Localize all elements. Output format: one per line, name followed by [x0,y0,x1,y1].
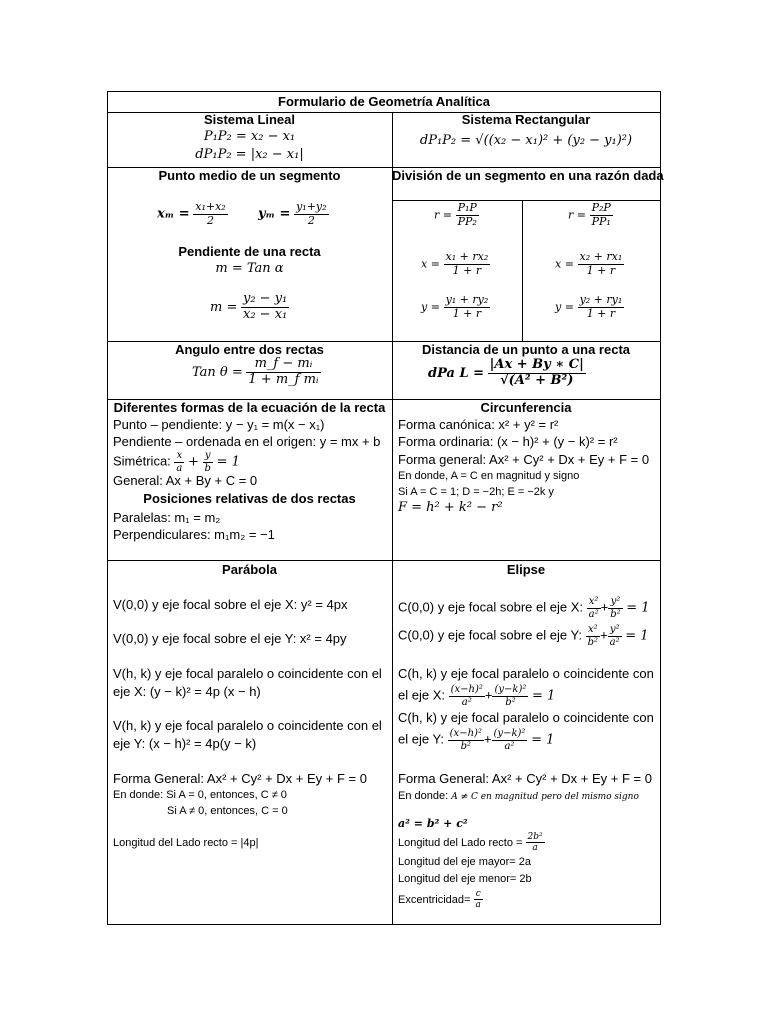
lineal-formula-2: dP₁P₂ = |x₂ − x₁| [195,147,304,162]
angulo-formula [192,357,321,388]
frac-num: (y−k)² [494,684,527,695]
parabola-line-1: V(0,0) y eje focal sobre el eje X: y² = 4px [113,597,348,612]
division-left-r [434,202,479,228]
forma-ordinaria: Forma ordinaria: (x − h)² + (y − k)² = r² [398,434,618,449]
r-num: P₁P [457,201,477,214]
frac-num: 2b² [527,832,543,842]
page-title: Formulario de Geometría Analítica [278,94,490,109]
division-right-x [555,251,624,277]
en-donde: En donde, A = C en magnitud y signo [398,470,580,482]
perpendiculares: Perpendiculares: m₁m₂ = −1 [113,527,275,542]
frac-num: (x−h)² [449,728,482,739]
frac-den: a² [504,740,515,752]
frac-num: y [203,450,213,463]
elipse-l4b-text: el eje Y: [398,731,445,747]
equals-one: = 1 [532,688,556,704]
frac-den: a [475,900,481,911]
ym-formula [258,201,329,227]
frac-den: b² [587,636,599,648]
xm-lhs: xₘ = [157,206,190,222]
frac-den: a [532,843,538,854]
xm-num: x₁+x₂ [195,200,226,213]
elipse-heading: Elipse [506,562,546,577]
y-lhs: y = [555,300,574,314]
lineal-heading: Sistema Lineal [203,112,296,127]
parabola-forma-general: Forma General: Ax² + Cy² + Dx + Ey + F = 0 [113,771,367,786]
frac-num: x² [587,596,601,609]
distancia-heading: Distancia de un punto a una recta [421,342,631,357]
parabola-line-4a: V(h, k) y eje focal paralelo o coincidente con el [113,718,382,733]
plus: + [188,454,199,470]
division-right-r [568,202,613,228]
excentricidad [398,889,483,911]
formas-heading: Diferentes formas de la ecuación de la recta [113,400,386,415]
pendiente-formula-1: m = Tan α [215,261,284,276]
distancia-formula [428,358,586,389]
posiciones-heading: Posiciones relativas de dos rectas [143,491,356,506]
frac-den: a² [609,636,620,648]
si-a-igual-c: Si A = C = 1; D = −2h; E = −2k y [398,486,554,498]
pendiente-lhs: m = [210,299,238,315]
eje-mayor: Longitud del eje mayor= 2a [398,856,532,868]
angulo-lhs: Tan θ = [192,364,243,380]
elipse-l2-text: C(0,0) y eje focal sobre el eje Y: [398,627,583,643]
row-divider [392,200,660,201]
r-den: PP₂ [457,214,477,228]
excentricidad-label: Excentricidad= [398,893,471,906]
elipse-line-4b: el eje Y: $\frac{\text{(x−h)²}}{\text{b²}}$ + $\frac{\text{(y−k)²}}{\text{a²}}$ = 1 [398,728,555,752]
frac-num: y² [608,624,622,637]
pendiente-ordenada: Pendiente – ordenada en el origen: y = mx + b [113,434,381,449]
x-num: x₂ + rx₁ [579,250,623,263]
pendiente-num: y₂ − y₁ [242,291,288,306]
forma-canonica: Forma canónica: x² + y² = r² [398,417,559,432]
r-num: P₂P [591,201,611,214]
elipse-line-3a: C(h, k) y eje focal paralelo o coincidente con [398,666,654,681]
r-den: PP₁ [591,214,611,228]
angulo-den: 1 + m_f mᵢ [248,371,319,387]
y-num: y₁ + ry₂ [445,293,489,306]
elipse-line-1: C(0,0) y eje focal sobre el eje X: $\frac{\text{x²}}{\text{a²}}$ + $\frac{\text{y²}}{\text{b²}}$ = 1 [398,596,650,620]
frac-den: b² [505,696,516,708]
parabola-heading: Parábola [222,562,277,577]
eje-menor: Longitud del eje menor= 2b [398,873,532,885]
x-den: 1 + r [452,263,482,277]
frac-num: x [174,450,184,463]
xm-formula [157,201,228,227]
frac-den: a² [588,608,599,620]
angulo-heading: Angulo entre dos rectas [175,342,324,357]
y-lhs: y = [421,300,440,314]
circunferencia-heading: Circunferencia [480,400,572,415]
division-heading: División de un segmento en una razón dada [392,168,664,183]
x-num: x₁ + rx₂ [445,250,489,263]
x-den: 1 + r [586,263,616,277]
xm-den: 2 [206,213,214,227]
column-divider [392,112,393,924]
elipse-lado-recto [398,832,545,854]
rectangular-formula: dP₁P₂ = √((x₂ − x₁)² + (y₂ − y₁)²) [419,133,633,148]
row-divider [108,560,660,561]
frac-num: (x−h)² [450,684,483,695]
elipse-l3b-text: el eje X: [398,687,445,703]
division-right-y [555,294,624,320]
f-formula: F = h² + k² − r² [398,500,503,515]
parabola-si-a: Si A ≠ 0, entonces, C = 0 [167,805,288,817]
frac-den: a² [461,696,472,708]
r-lhs: r = [434,208,452,222]
parabola-line-2: V(0,0) y eje focal sobre el eje Y: x² = 4py [113,631,347,646]
y-num: y₂ + ry₁ [579,293,623,306]
elipse-en-donde [398,790,639,803]
frac-den: b² [610,608,621,620]
x-lhs: x = [555,257,574,271]
en-donde-detail: A ≠ C en magnitud pero del mismo signo [451,792,639,802]
ym-den: 2 [307,213,315,227]
equals-one: = 1 [626,600,650,616]
general-form: General: Ax + By + C = 0 [113,473,258,488]
distancia-den: √(A² + B²) [500,372,574,388]
equals-one: = 1 [625,628,649,644]
frac-den: b² [460,740,471,752]
pendiente-formula-2 [210,292,289,323]
parabola-line-3a: V(h, k) y eje focal paralelo o coincidente con el [113,666,382,681]
lineal-formula-1: P₁P₂ = x₂ − x₁ [203,129,296,144]
punto-medio-heading: Punto medio de un segmento [158,168,341,183]
en-donde-label: En donde: [398,790,449,802]
elipse-relacion: a² = b² + c² [398,817,468,830]
parabola-line-3b: eje X: (y − k)² = 4p (x − h) [113,684,261,699]
equals-one: = 1 [531,732,555,748]
elipse-line-2: C(0,0) y eje focal sobre el eje Y: $\frac{\text{x²}}{\text{b²}}$ + $\frac{\text{y²}}{\text{a²}}$ = 1 [398,624,649,648]
simetrica [113,450,240,474]
elipse-l1-text: C(0,0) y eje focal sobre el eje X: [398,599,583,615]
parabola-line-4b: eje Y: (x − h)² = 4p(y − k) [113,736,257,751]
paralelas: Paralelas: m₁ = m₂ [113,510,221,525]
parabola-lado-recto: Longitud del Lado recto = |4p| [113,837,259,849]
x-lhs: x = [421,257,440,271]
angulo-num: m_f − mᵢ [246,357,320,373]
simetrica-label: Simétrica: [113,453,171,469]
elipse-line-3b: el eje X: $\frac{\text{(x−h)²}}{\text{a²}}$ + $\frac{\text{(y−k)²}}{\text{b²}}$ = 1 [398,684,556,708]
y-den: 1 + r [452,306,482,320]
distancia-lhs: dPa L = [428,365,485,381]
elipse-forma-general: Forma General: Ax² + Cy² + Dx + Ey + F = 0 [398,771,652,786]
frac-num: x² [586,624,600,637]
distancia-num: |Ax + By ∗ C| [489,357,584,372]
rectangular-heading: Sistema Rectangular [461,112,591,127]
frac-num: (y−k)² [493,728,526,739]
lado-recto-label: Longitud del Lado recto = [398,836,523,849]
frac-num: y² [608,596,622,609]
elipse-line-4a: C(h, k) y eje focal paralelo o coincidente con [398,710,654,725]
forma-general: Forma general: Ax² + Cy² + Dx + Ey + F = 0 [398,452,650,467]
frac-num: c [474,889,483,900]
column-divider [522,200,523,341]
punto-pendiente: Punto – pendiente: y − y₁ = m(x − x₁) [113,417,325,432]
division-left-y [421,294,490,320]
pendiente-heading: Pendiente de una recta [178,244,321,259]
frac-den: a [176,462,183,474]
ym-lhs: yₘ = [258,206,291,222]
parabola-en-donde: En donde: Si A = 0, entonces, C ≠ 0 [113,789,287,801]
y-den: 1 + r [586,306,616,320]
division-left-x [421,251,490,277]
ym-num: y₁+y₂ [296,200,327,213]
r-lhs: r = [568,208,586,222]
frac-den: b [204,462,211,474]
equals-one: = 1 [216,454,240,470]
pendiente-den: x₂ − x₁ [243,306,288,322]
